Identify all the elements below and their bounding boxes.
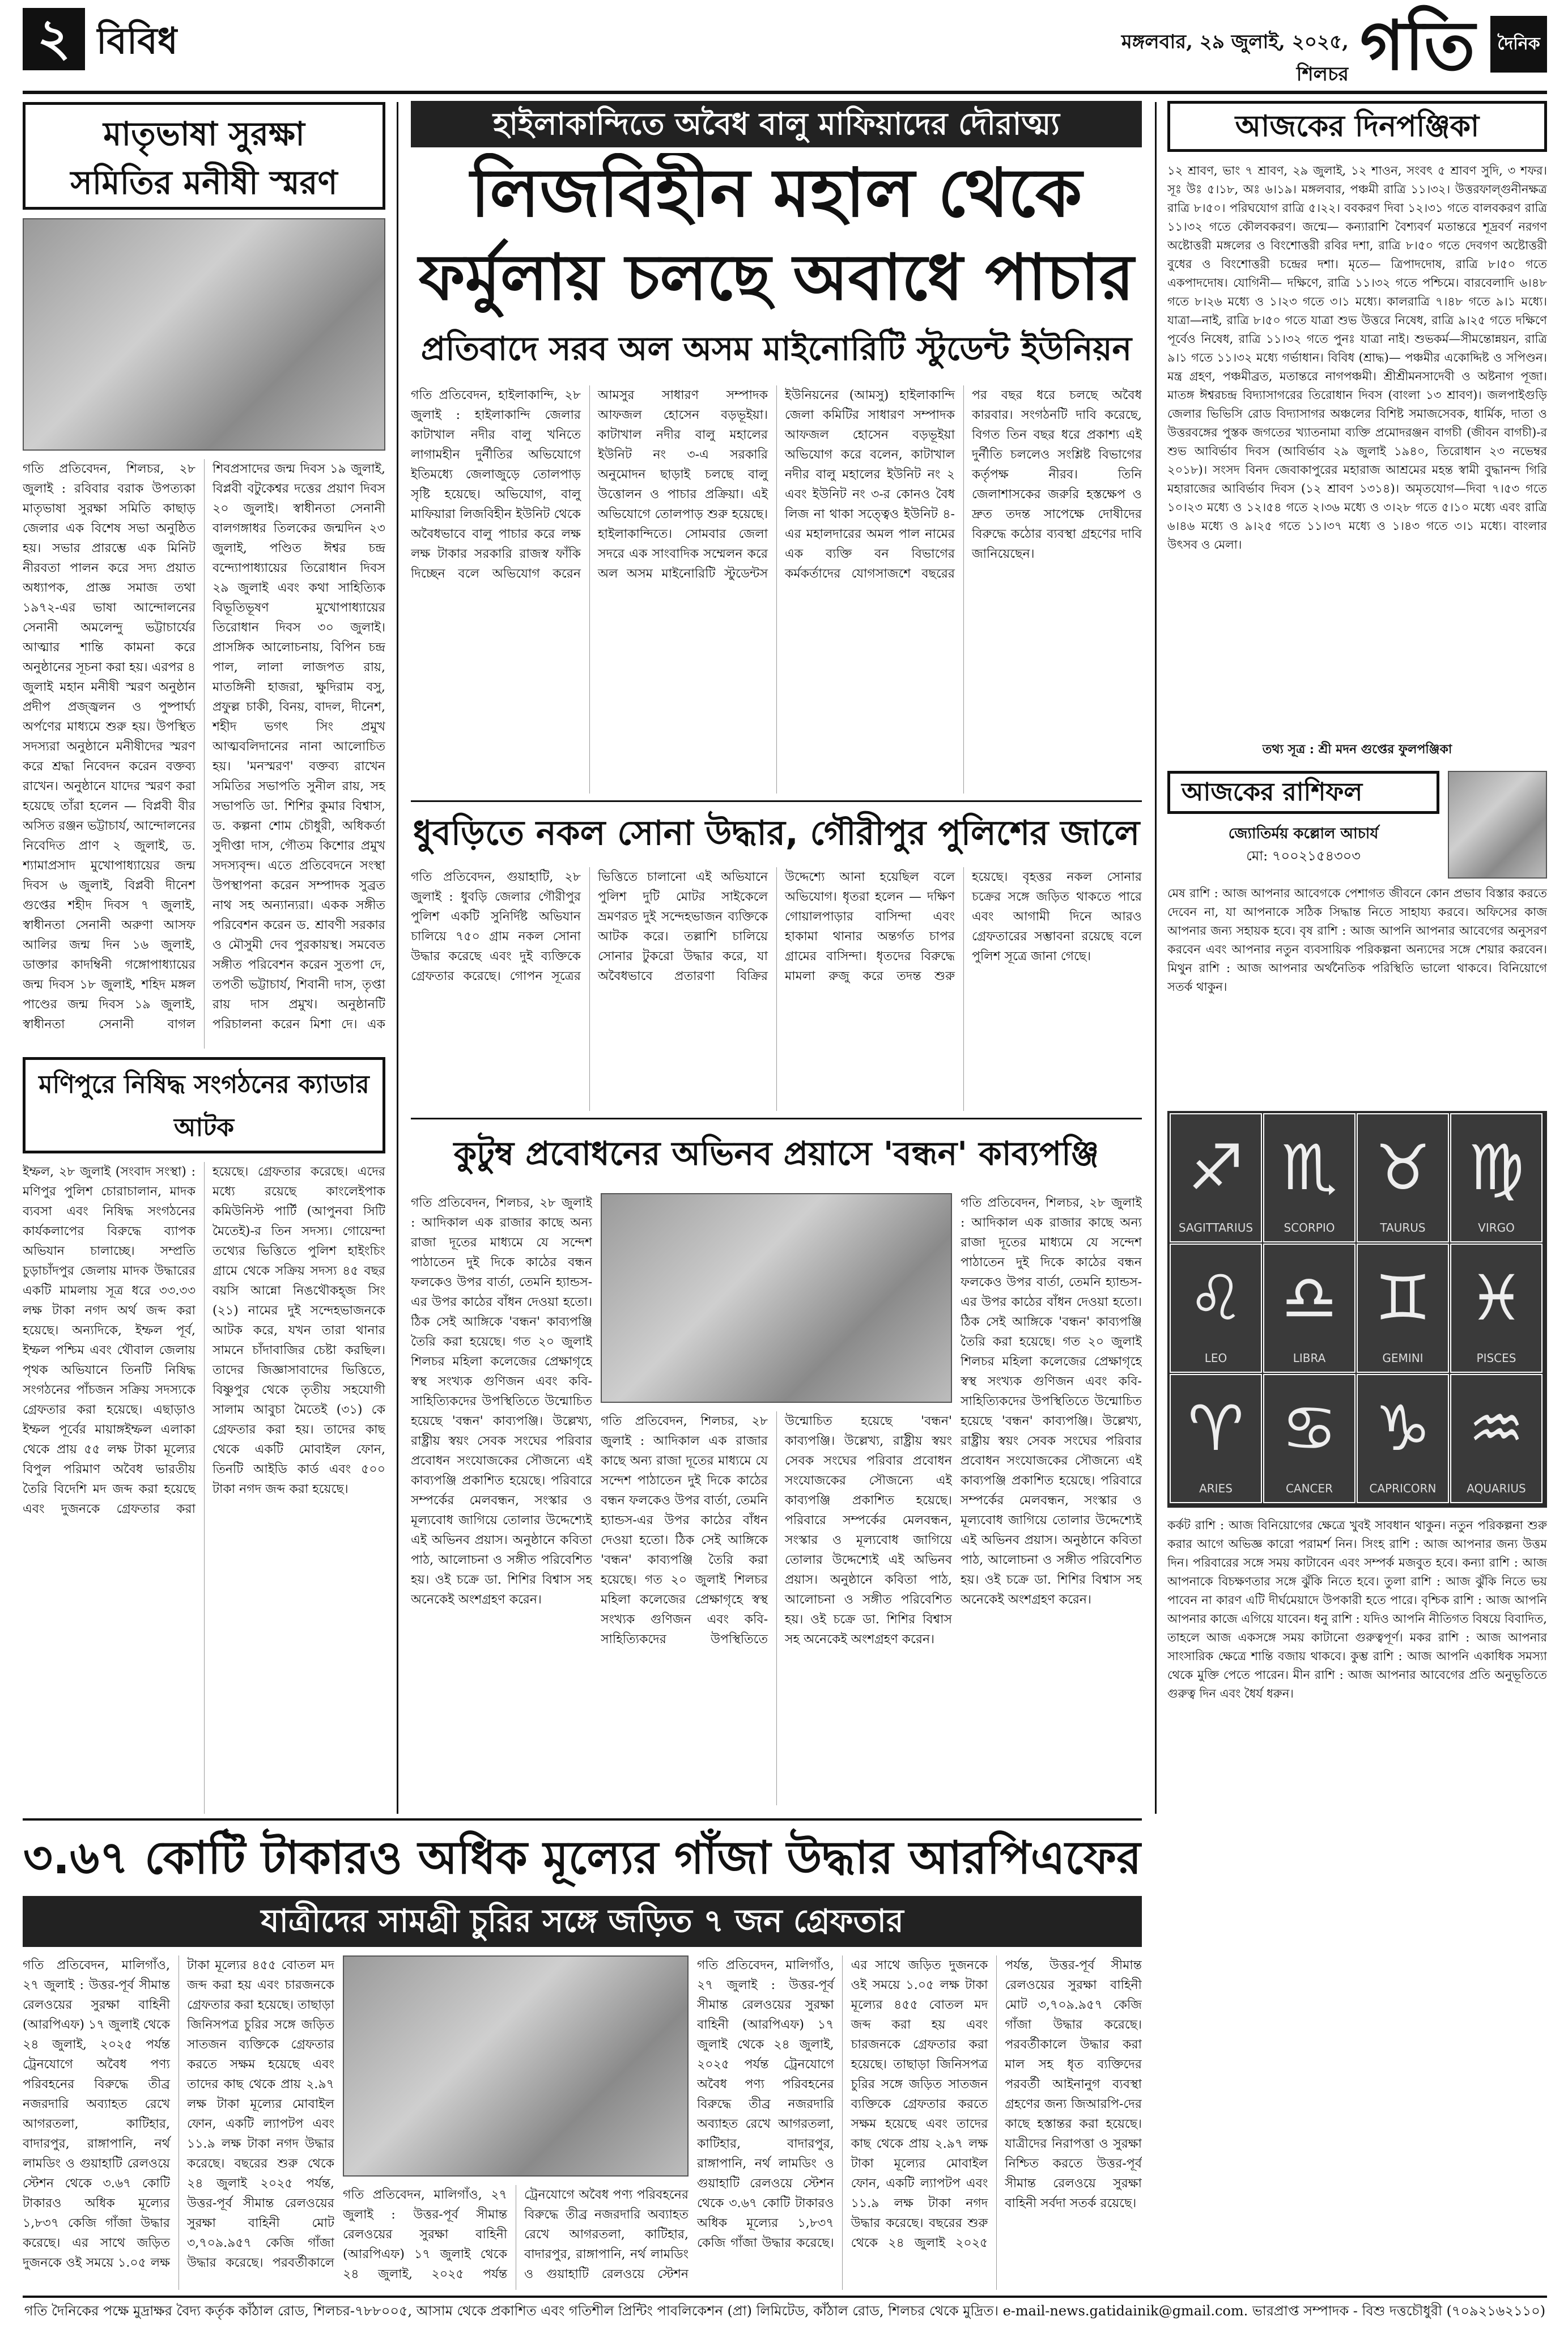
center-story2-body: গতি প্রতিবেদন, গুয়াহাটি, ২৮ জুলাই : ধুবড়ি জেলার গৌরীপুর পুলিশ একটি সুনির্দিষ্ট অভিযান চালিয়ে ৭৫০ গ্রাম নকল সোনা উদ্ধার করেছে এবং দুই ব্যক্তিকে গ্রেফতার করেছে। গোপন সূত্রের ভিত্তিতে চালানো এই অভিযানে পুলিশ দুটি মোটর সাইকেলে ভ্রমণরত দুই সন্দেহভাজন ব্যক্তিকে আটক করে। তল্লাশি চালিয়ে সোনার টুকরো উদ্ধার করে, যা অবৈধভাবে প্রতারণা বিক্রির উদ্দেশ্যে আনা হয়েছিল বলে অভিযোগ। ধৃতরা হলেন — দক্ষিণ গোয়ালপাড়ার বাসিন্দা এবং হাকামা থানার অন্তর্গত চাপর গ্রামের বাসিন্দা। ধৃতদের বিরুদ্ধে মামলা রুজু করে তদন্ত শুরু হয়েছে। বৃহত্তর নকল সোনার চক্রের সঙ্গে জড়িত থাকতে পারে এবং আগামী দিনে আরও গ্রেফতারের সম্ভাবনা রয়েছে বলে পুলিশ সূত্রে জানা গেছে। [411, 870, 1142, 983]
zodiac-name: LEO [1204, 1351, 1227, 1365]
center-story3-body-left: গতি প্রতিবেদন, শিলচর, ২৮ জুলাই : আদিকাল এক রাজার কাছে অন্য রাজা দূতের মাধ্যমে যে সন্দেশ পাঠাতেন দুই দিকে কাঠের বন্ধন ফলকেও উপর বার্তা, তেমনি হ্যান্ডস-এর উপর কাঠের বাঁধন দেওয়া হতো। ঠিক সেই আঙ্গিকে 'বন্ধন' কাব্যপঞ্জি তৈরি করা হয়েছে। গত ২০ জুলাই শিলচর মহিলা কলেজের প্রেক্ষাগৃহে স্বস্থ সংখ্যক গুণিজন এবং কবি-সাহিত্যিকদের উপস্থিতিতে উন্মোচিত হয়েছে 'বন্ধন' কাব্যপঞ্জি। উল্লেখ্য, রাষ্ট্রীয় স্বয়ং সেবক সংঘের পরিবার প্রবোধন সংযোজকের সৌজন্যে এই কাব্যপঞ্জি প্রকাশিত হয়েছে। পরিবারে সম্পর্কের মেলবন্ধন, সংস্কার ও মূল্যবোধ জাগিয়ে তোলার উদ্দেশ্যেই এই অভিনব প্রয়াস। অনুষ্ঠানে কবিতা পাঠ, আলোচনা ও সঙ্গীত পরিবেশিত হয়। ওই চক্রে ডা. শিশির বিশ্বাস সহ অনেকেই অংশগ্রহণ করেন। [411, 1196, 592, 1607]
zodiac-symbol-icon: ♎ [1281, 1262, 1337, 1334]
zodiac-name: TAURUS [1380, 1221, 1426, 1235]
zodiac-name: LIBRA [1293, 1351, 1326, 1365]
zodiac-name: VIRGO [1478, 1221, 1515, 1235]
zodiac-symbol-icon: ♑ [1375, 1392, 1431, 1465]
zodiac-taurus [1357, 1113, 1449, 1242]
zodiac-name: PISCES [1476, 1351, 1516, 1365]
center-story1-headline-line1: লিজবিহীন মহাল থেকে [470, 154, 1082, 232]
left-story1-photo [23, 218, 385, 451]
column-separator-left [397, 102, 398, 1814]
center-story4-body-left: গতি প্রতিবেদন, মালিগাঁও, ২৭ জুলাই : উত্তর-পূর্ব সীমান্ত রেলওয়ের সুরক্ষা বাহিনী (আরপিএফ) ১৭ জুলাই থেকে ২৪ জুলাই, ২০২৫ পর্যন্ত ট্রেনযোগে অবৈধ পণ্য পরিবহনের বিরুদ্ধে তীব্র নজরদারি অব্যাহত রেখে আগরতলা, কাটিহার, বাদারপুর, রাঙ্গাপানি, নর্থ লামডিং ও গুয়াহাটি রেলওয়ে স্টেশন থেকে ৩.৬৭ কোটি টাকারও অধিক মূল্যের ১,৮৩৭ কেজি গাঁজা উদ্ধার করেছে। এর সাথে জড়িত দুজনকে ওই সময়ে ১.০৫ লক্ষ টাকা মূল্যের ৪৫৫ বোতল মদ জব্দ করা হয় এবং চারজনকে গ্রেফতার করা হয়েছে। তাছাড়া জিনিসপত্র চুরির সঙ্গে জড়িত সাতজন ব্যক্তিকে গ্রেফতার করতে সক্ষম হয়েছে এবং তাদের কাছ থেকে প্রায় ২.৯৭ লক্ষ টাকা মূল্যের মোবাইল ফোন, একটি ল্যাপটপ এবং ১১.৯ লক্ষ টাকা নগদ উদ্ধার করেছে। বছরের শুরু থেকে ২৪ জুলাই ২০২৫ পর্যন্ত, উত্তর-পূর্ব সীমান্ত রেলওয়ের সুরক্ষা বাহিনী মোট ৩,৭০৯.৯৫৭ কেজি গাঁজা উদ্ধার করেছে। পরবর্তীকালে [23, 1958, 334, 2270]
footer-imprint: গতি দৈনিকের পক্ষে মুদ্রাক্ষর বৈদ্য কর্তৃক কাঁঠাল রোড, শিলচর-৭৮৮০০৫, আসাম থেকে প্রকাশিত এবং গতিশীল প্রিন্টিং পাবলিকেশন (প্রা) লিমিটেড, কাঁঠাল রোড, শিলচর থেকে মুদ্রিত। e-mail-news.gatidainik@gmail.com. ভারপ্রাপ্ত সম্পাদক - বিশু দত্তচৌধুরী (৭০৯২১৬২১১০) [23, 2296, 1547, 2324]
zodiac-symbol-icon: ♉ [1375, 1131, 1431, 1204]
zodiac-scorpio [1263, 1113, 1355, 1242]
astrologer-photo [1448, 771, 1547, 879]
rashifal-title: আজকের রাশিফল [1167, 771, 1439, 814]
zodiac-symbol-icon: ♏ [1281, 1131, 1337, 1204]
rashifal-body-top: মেষ রাশি : আজ আপনার আবেগকে পেশাগত জীবনে কোন প্রভাব বিস্তার করতে দেবেন না, যা আপনাকে সঠিক সিদ্ধান্ত নিতে সাহায্য করবে। অফিসের কাজ আপনার জন্য সহায়ক হবে। বৃষ রাশি : আজ আপনি আপনার আবেগের অনুসরণ করবেন এবং আপনার নতুন ব্যবসায়িক পরিকল্পনা অন্যদের সঙ্গে শেয়ার করবেন। মিথুন রাশি : আজ আপনার অর্থনৈতিক পরিস্থিতি ভালো থাকবে। বিনিয়োগে সতর্ক থাকুন। [1167, 886, 1547, 994]
zodiac-name: AQUARIUS [1467, 1482, 1526, 1495]
zodiac-symbol-icon: ♌ [1188, 1262, 1244, 1334]
center-story3-body-right: গতি প্রতিবেদন, শিলচর, ২৮ জুলাই : আদিকাল এক রাজার কাছে অন্য রাজা দূতের মাধ্যমে যে সন্দেশ পাঠাতেন দুই দিকে কাঠের বন্ধন ফলকেও উপর বার্তা, তেমনি হ্যান্ডস-এর উপর কাঠের বাঁধন দেওয়া হতো। ঠিক সেই আঙ্গিকে 'বন্ধন' কাব্যপঞ্জি তৈরি করা হয়েছে। গত ২০ জুলাই শিলচর মহিলা কলেজের প্রেক্ষাগৃহে স্বস্থ সংখ্যক গুণিজন এবং কবি-সাহিত্যিকদের উপস্থিতিতে উন্মোচিত হয়েছে 'বন্ধন' কাব্যপঞ্জি। উল্লেখ্য, রাষ্ট্রীয় স্বয়ং সেবক সংঘের পরিবার প্রবোধন সংযোজকের সৌজন্যে এই কাব্যপঞ্জি প্রকাশিত হয়েছে। পরিবারে সম্পর্কের মেলবন্ধন, সংস্কার ও মূল্যবোধ জাগিয়ে তোলার উদ্দেশ্যেই এই অভিনব প্রয়াস। অনুষ্ঠানে কবিতা পাঠ, আলোচনা ও সঙ্গীত পরিবেশিত হয়। ওই চক্রে ডা. শিশির বিশ্বাস সহ অনেকেই অংশগ্রহণ করেন। [961, 1196, 1142, 1607]
center-story4-photo [343, 1955, 689, 2177]
center-story1-kicker: হাইলাকান্দিতে অবৈধ বালু মাফিয়াদের দৌরাত্ম্য [411, 101, 1142, 147]
page-number: ২ [23, 8, 85, 70]
zodiac-symbol-icon: ♒ [1468, 1392, 1524, 1465]
center-story1-subhead: প্রতিবাদে সরব অল অসম মাইনোরিটি স্টুডেন্ট ইউনিয়ন [420, 329, 1132, 368]
rashifal-body-bottom: কর্কট রাশি : আজ বিনিয়োগের ক্ষেত্রে খুবই সাবধান থাকুন। নতুন পরিকল্পনা শুরু করার আগে অভিজ্ঞ কারো পরামর্শ নিন। সিংহ রাশি : আজ আপনার জন্য উত্তম দিন। পরিবারের সঙ্গে সময় কাটাবেন এবং সম্পর্ক মজবুত হবে। কন্যা রাশি : আজ আপনাকে বিচক্ষণতার সঙ্গে ঝুঁকি নিতে হবে। তুলা রাশি : আজ ঝুঁকি নিতে ভয় পাবেন না কারণ এটি দীর্ঘমেয়াদে উপকারী হতে পারে। বৃশ্চিক রাশি : আজ আপনি আপনার কাজে এগিয়ে যাবেন। ধনু রাশি : যদিও আপনি নীতিগত বিষয়ে বিবাদিত, তাহলে আজ একসঙ্গে সময় কাটানো গুরুত্বপূর্ণ। মকর রাশি : আজ আপনার সাংসারিক ক্ষেত্রে শান্তি বজায় থাকবে। কুম্ভ রাশি : আজ আপনি একাধিক সমস্যা থেকে মুক্তি পেতে পারেন। মীন রাশি : আজ আপনার আবেগের প্রতি অনুভূতিতে গুরুত্ব দিন এবং ধৈর্য ধরুন। [1167, 1518, 1547, 1700]
zodiac-gemini [1357, 1244, 1449, 1373]
masthead-logo [1360, 3, 1547, 88]
center-story3-photo [601, 1193, 952, 1403]
section-title: বিবিধ [96, 20, 178, 62]
zodiac-aries [1170, 1374, 1262, 1503]
zodiac-virgo [1450, 1113, 1542, 1242]
zodiac-name: SCORPIO [1284, 1221, 1335, 1235]
center-rule-2 [411, 1118, 1142, 1119]
zodiac-symbol-icon: ♍ [1468, 1131, 1524, 1204]
zodiac-capricorn [1357, 1374, 1449, 1503]
zodiac-symbol-icon: ♋ [1281, 1392, 1337, 1465]
left-story1-headline: মাতৃভাষা সুরক্ষা সমিতির মনীষী স্মরণ [23, 102, 385, 210]
zodiac-name: SAGITTARIUS [1178, 1221, 1253, 1235]
logo-text: গতি [1360, 6, 1476, 86]
left-story2-body: ইম্ফল, ২৮ জুলাই (সংবাদ সংস্থা) : মণিপুর পুলিশ চোরাচালান, মাদক ব্যবসা এবং নিষিদ্ধ সংগঠনের কার্যকলাপের বিরুদ্ধে ব্যাপক অভিযান চালাচ্ছে। সম্প্রতি চুড়াচাঁদপুর জেলায় মাদক উদ্ধারের একটি মামলায় সূত্র ধরে ৩৩.৩৩ লক্ষ টাকা নগদ অর্থ জব্দ করা হয়েছে। অন্যদিকে, ইম্ফল পূর্ব, ইম্ফল পশ্চিম এবং থৌবাল জেলায় পৃথক অভিযানে তিনটি নিষিদ্ধ সংগঠনের পাঁচজন সক্রিয় সদস্যকে গ্রেফতার করা হয়েছে। এছাড়াও ইম্ফল পূর্বের মায়াঙ্গইম্ফল এলাকা থেকে প্রায় ৫৫ লক্ষ টাকা মূল্যের বিপুল পরিমাণ অবৈধ ভারতীয় তৈরি বিদেশি মদ জব্দ করা হয়েছে এবং দুজনকে গ্রেফতার করা হয়েছে। গ্রেফতার করেছে। এদের মধ্যে রয়েছে কাংলেইপাক কমিউনিস্ট পার্টি (আপুনবা সিটি মৈতেই)-র তিন সদস্য। গোয়েন্দা তথ্যের ভিত্তিতে পুলিশ হাইংচিং গ্রামে থেকে সক্রিয় সদস্য ৪৫ বছর বয়সি আন্নো নিঙথৌকহ্জ সিং (২১) নামের দুই সন্দেহভাজনকে আটক করে, যখন তারা থানার সামনে চাঁদাবাজির চেষ্টা করছিল। তাদের জিজ্ঞাসাবাদের ভিত্তিতে, বিষ্ণুপুর থেকে তৃতীয় সহযোগী সালাম আবুচা মৈতেই (৩১) কে গ্রেফতার করা হয়। তাদের কাছ থেকে একটি মোবাইল ফোন, তিনটি আইডি কার্ড এবং ৫০০ টাকা নগদ জব্দ করা হয়েছে। [23, 1165, 385, 1516]
zodiac-cancer [1263, 1374, 1355, 1503]
panchang-body: ১২ শ্রাবণ, ভাং ৭ শ্রাবণ, ২৯ জুলাই, ১২ শাওন, সংবৎ ৫ শ্রাবণ সুদি, ৩ শফর। সূঃ উঃ ৫।১৮, অঃ ৬।১৯। মঙ্গলবার, পঞ্চমী রাত্রি ১১।৩২। উত্তরফাল্গুনীনক্ষত্র রাত্রি ৮।৫০। পরিঘযোগ রাত্রি ৫।২২। ববকরণ দিবা ১২।৩১ গতে বালবকরণ রাত্রি ১১।৩২ গতে কৌলবকরণ। জন্মে— কন্যারাশি বৈশ্যবর্ণ মতান্তরে শূদ্রবর্ণ নরগণ অষ্টোত্তরী মঙ্গলের ও বিংশোত্তরী রবির দশা, রাত্রি ৮।৫০ গতে দেবগণ অষ্টোত্তরী বুধের ও বিংশোত্তরী চন্দ্রের দশা। মৃতে— ত্রিপাদদোষ, রাত্রি ৮।৫০ গতে একপাদদোষ। যোগিনী— দক্ষিণে, রাত্রি ১১।৩২ গতে পশ্চিমে। বারবেলাদি ৬।৪৮ গতে ৮।২৬ মধ্যে ও ১।২৩ গতে ৩।১ মধ্যে। কালরাত্রি ৭।৪৮ গতে ৯।১ মধ্যে। যাত্রা—নাই, রাত্রি ৮।৫০ গতে যাত্রা শুভ উত্তরে নিষেধ, রাত্রি ৯।২৫ গতে দক্ষিণে পূর্বেও নিষেধ, রাত্রি ১১।৩২ গতে পুনঃ যাত্রা নাই। শুভকর্ম—সীমন্তোন্নয়ন, রাত্রি ৯।১ গতে ১১।৩২ মধ্যে গর্ভাধান। বিবিধ (শ্রাদ্ধ)— পঞ্চমীর একোদ্দিষ্ট ও সপিণ্ডন। মন্ত্র গ্রহণ, পঞ্চমীব্রত, মতান্তরে নাগপঞ্চমী। শ্রীশ্রীমনসাদেবী ও অষ্টনাগ পূজা। মাতঙ্গ ঈশ্বরচন্দ্র বিদ্যাসাগরের তিরোধান দিবস (বাংলা ১৩ শ্রাবণ)। জলপাইগুড়ি জেলার ভিভিসি রোড বিদ্যাসাগর অঞ্চলের বিশিষ্ট সমাজসেবক, ধার্মিক, দাতা ও উত্তরবঙ্গের পুস্তক জগতের খ্যাতনামা ব্যক্তি প্রমোদরঞ্জন বাগচী (জীবন বাগচী)-র শুভ আবির্ভাব দিবস (আবির্ভাব ২৯ জুলাই ১৯৪০, তিরোধান ২৩ নভেম্বর ২০১৮)। সংসদ বিনদ জেবাকাপুরের মহারাজ আশ্রমের মহন্ত স্বামী বুদ্ধানন্দ গিরি মহারাজের আবির্ভাব দিবস (১২ শ্রাবণ ১৩১৪)। অমৃতযোগ—দিবা ৭।৫৩ গতে ১০।২৩ মধ্যে ও ১২।৫৪ গতে ২।৩৬ মধ্যে ও ৩।২৮ গতে ৫।১০ মধ্যে এবং রাত্রি ৬।৪৬ মধ্যে ও ৯।২৫ গতে ১১।৩৭ মধ্যে ও ১।৪৩ গতে ৩।১ মধ্যে। বাংলার উৎসব ও মেলা। [1167, 164, 1547, 552]
left-story1-body: গতি প্রতিবেদন, শিলচর, ২৮ জুলাই : রবিবার বরাক উপত্যকা মাতৃভাষা সুরক্ষা সমিতি কাছাড় জেলার এক বিশেষ সভা অনুষ্ঠিত হয়। সভার প্রারম্ভে এক মিনিট নীরবতা পালন করে সদ্য প্রয়াত অধ্যাপক, প্রাজ্ঞ সমাজ তথা ১৯৭২-এর ভাষা আন্দোলনের সেনানী অমলেন্দু ভট্টাচার্যের আত্মার শান্তি কামনা করে অনুষ্ঠানের সূচনা করা হয়। এরপর ৪ জুলাই মহান মনীষী স্মরণ অনুষ্ঠান প্রদীপ প্রজ্জ্বলন ও পুষ্পার্ঘ্য অর্পণের মাধ্যমে শুরু হয়। উপস্থিত সদস্যরা অনুষ্ঠানে মনীষীদের স্মরণ করে শ্রদ্ধা নিবেদন করেন বক্তব্য রাখেন। অনুষ্ঠানে যাদের স্মরণ করা হয়েছে তাঁরা হলেন — বিপ্লবী বীর অসিত রঞ্জন ভট্টাচার্য, আন্দোলনের নিবেদিত প্রাণ ২ জুলাই, ড. শ্যামাপ্রসাদ মুখোপাধ্যায়ের জন্ম দিবস ৬ জুলাই, বিপ্লবী দীনেশ গুপ্তের শহীদ দিবস ৭ জুলাই, স্বাধীনতা সেনানী অরুণা আসফ আলির জন্ম দিন ১৬ জুলাই, ডাক্তার কাদম্বিনী গঙ্গোপাধ্যায়ের জন্ম দিবস ১৮ জুলাই, শহিদ মঙ্গল পাণ্ডের জন্ম দিবস ১৯ জুলাই, স্বাধীনতা সেনানী বাগল শিবপ্রসাদের জন্ম দিবস ১৯ জুলাই, বিপ্লবী বটুকেশ্বর দত্তের প্রয়াণ দিবস ২০ জুলাই। স্বাধীনতা সেনানী বালগঙ্গাধর তিলকের জন্মদিন ২৩ জুলাই, পণ্ডিত ঈশ্বর চন্দ্র বন্দ্যোপাধ্যায়ের তিরোধান দিবস ২৯ জুলাই এবং কথা সাহিত্যিক বিভূতিভূষণ মুখোপাধ্যায়ের তিরোধান দিবস ৩০ জুলাই। প্রাসঙ্গিক আলোচনায়, বিপিন চন্দ্র পাল, লালা লাজপত রায়, মাতঙ্গিনী হাজরা, ক্ষুদিরাম বসু, প্রফুল্ল চাকী, বিনয়, বাদল, দীনেশ, শহীদ ভগৎ সিং প্রমুখ আত্মবলিদানের নানা আলোচিত হয়। 'মনস্মরণ' বক্তব্য রাখেন সমিতির সভাপতি সুনীল রায়, সহ সভাপতি ডা. শিশির কুমার বিশ্বাস, ড. কল্পনা শোম চৌধুরী, অধিকর্তা সুদীপ্তা দাস, গৌতম কিশোর প্রমুখ সদস্যবৃন্দ। এতে প্রতিবেদনে সংস্থা উপস্থাপনা করেন সম্পাদক সুব্রত নাথ সহ অন্যান্যরা। একক সঙ্গীত পরিবেশন করেন ড. শ্রাবণী সরকার ও মৌসুমী দেব পুরকায়স্থ। সমবেত সঙ্গীত পরিবেশন করেন সুতপা দে, তপতী ভট্টাচার্য, শিবানী দাস, তৃপ্তা রায় দাস প্রমুখ। অনুষ্ঠানটি পরিচালনা করেন মিশা দে। এক [23, 462, 385, 1032]
zodiac-aquarius [1450, 1374, 1542, 1503]
panchang-title: আজকের দিনপঞ্জিকা [1167, 101, 1547, 152]
center-story4-body-right: গতি প্রতিবেদন, মালিগাঁও, ২৭ জুলাই : উত্তর-পূর্ব সীমান্ত রেলওয়ের সুরক্ষা বাহিনী (আরপিএফ) ১৭ জুলাই থেকে ২৪ জুলাই, ২০২৫ পর্যন্ত ট্রেনযোগে অবৈধ পণ্য পরিবহনের বিরুদ্ধে তীব্র নজরদারি অব্যাহত রেখে আগরতলা, কাটিহার, বাদারপুর, রাঙ্গাপানি, নর্থ লামডিং ও গুয়াহাটি রেলওয়ে স্টেশন থেকে ৩.৬৭ কোটি টাকারও অধিক মূল্যের ১,৮৩৭ কেজি গাঁজা উদ্ধার করেছে। এর সাথে জড়িত দুজনকে ওই সময়ে ১.০৫ লক্ষ টাকা মূল্যের ৪৫৫ বোতল মদ জব্দ করা হয় এবং চারজনকে গ্রেফতার করা হয়েছে। তাছাড়া জিনিসপত্র চুরির সঙ্গে জড়িত সাতজন ব্যক্তিকে গ্রেফতার করতে সক্ষম হয়েছে এবং তাদের কাছ থেকে প্রায় ২.৯৭ লক্ষ টাকা মূল্যের মোবাইল ফোন, একটি ল্যাপটপ এবং ১১.৯ লক্ষ টাকা নগদ উদ্ধার করেছে। বছরের শুরু থেকে ২৪ জুলাই ২০২৫ পর্যন্ত, উত্তর-পূর্ব সীমান্ত রেলওয়ের সুরক্ষা বাহিনী মোট ৩,৭০৯.৯৫৭ কেজি গাঁজা উদ্ধার করেছে। পরবর্তীকালে উদ্ধার করা মাল সহ ধৃত ব্যক্তিদের পরবর্তী আইনানুগ ব্যবস্থা গ্রহণের জন্য জিআরপি-দের কাছে হস্তান্তর করা হয়েছে। যাত্রীদের নিরাপত্তা ও সুরক্ষা নিশ্চিত করতে উত্তর-পূর্ব সীমান্ত রেলওয়ে সুরক্ষা বাহিনী সর্বদা সতর্ক রয়েছে। [697, 1958, 1142, 2250]
left-story2-headline: মণিপুরে নিষিদ্ধ সংগঠনের ক্যাডার আটক [23, 1057, 385, 1153]
zodiac-symbol-icon: ♊ [1375, 1262, 1431, 1334]
zodiac-name: CANCER [1285, 1482, 1333, 1495]
zodiac-grid [1167, 1111, 1547, 1508]
zodiac-sagittarius [1170, 1113, 1262, 1242]
astrologer-phone: মো: ৭০০২১৫৪৩০৩ [1246, 848, 1361, 864]
center-story4-body-under-photo: গতি প্রতিবেদন, মালিগাঁও, ২৭ জুলাই : উত্তর-পূর্ব সীমান্ত রেলওয়ের সুরক্ষা বাহিনী (আরপিএফ) ১৭ জুলাই থেকে ২৪ জুলাই, ২০২৫ পর্যন্ত ট্রেনযোগে অবৈধ পণ্য পরিবহনের বিরুদ্ধে তীব্র নজরদারি অব্যাহত রেখে আগরতলা, কাটিহার, বাদারপুর, রাঙ্গাপানি, নর্থ লামডিং ও গুয়াহাটি রেলওয়ে স্টেশন [343, 2188, 689, 2281]
astrologer-name: জ্যোতির্ময় কল্লোল আচার্য [1228, 825, 1379, 842]
header-rule [23, 91, 1547, 94]
date-line: মঙ্গলবার, ২৯ জুলাই, ২০২৫, শিলচর [1121, 31, 1349, 86]
center-story1-body: গতি প্রতিবেদন, হাইলাকান্দি, ২৮ জুলাই : হাইলাকান্দি জেলার কাটাখাল নদীর বালু খনিতে লাগামহীন দুর্নীতির অভিযোগে ইতিমধ্যে জেলাজুড়ে তোলপাড় সৃষ্টি হয়েছে। অভিযোগ, বালু মাফিয়ারা লিজবিহীন ইউনিট থেকে অবৈধভাবে বালু পাচার করে লক্ষ লক্ষ টাকার সরকারি রাজস্ব ফাঁকি দিচ্ছেন বলে অভিযোগ করেন আমসুর সাধারণ সম্পাদক আফজল হোসেন বড়ভূইয়া। কাটাখাল নদীর বালু মহালের ইউনিট নং ৩-এ সরকারি অনুমোদন ছাড়াই চলছে বালু উত্তোলন ও পাচার প্রক্রিয়া। এই অভিযোগে তোলপাড় শুরু হয়েছে। হাইলাকান্দিতে। সোমবার জেলা সদরে এক সাংবাদিক সম্মেলন করে অল অসম মাইনোরিটি স্টুডেন্টস ইউনিয়নের (আমসু) হাইলাকান্দি জেলা কমিটির সাধারণ সম্পাদক আফজল হোসেন বড়ভূইয়া অভিযোগ করে বলেন, কাটাখাল নদীর বালু মহালের ইউনিট নং ২ এবং ইউনিট নং ৩-র কোনও বৈধ লিজ না থাকা সত্ত্বেও ইউনিট ৪-এর মহালদারের অমল পাল নামের এক ব্যক্তি বন বিভাগের কর্মকর্তাদের যোগসাজশে বছরের পর বছর ধরে চলছে অবৈধ কারবার। সংগঠনটি দাবি করেছে, বিগত তিন বছর ধরে প্রকাশ্য এই দুর্নীতি চললেও সংশ্লিষ্ট বিভাগের কর্তৃপক্ষ নীরব। তিনি জেলাশাসকের জরুরি হস্তক্ষেপ ও দ্রুত তদন্ত সাপেক্ষে দোষীদের বিরুদ্ধে কঠোর ব্যবস্থা গ্রহণের দাবি জানিয়েছেন। [411, 388, 1142, 581]
center-story3-headline: কুটুম্ব প্রবোধনের অভিনব প্রয়াসে 'বন্ধন' কাব্যপঞ্জি [453, 1134, 1099, 1173]
zodiac-symbol-icon: ♐ [1188, 1131, 1244, 1204]
zodiac-libra [1263, 1244, 1355, 1373]
zodiac-name: GEMINI [1382, 1351, 1423, 1365]
column-separator-right [1155, 102, 1157, 1814]
center-story2-headline: ধুবড়িতে নকল সোনা উদ্ধার, গৌরীপুর পুলিশের জালে [413, 813, 1140, 853]
logo-box: দৈনিক [1490, 16, 1547, 73]
center-rule-1 [411, 800, 1142, 802]
zodiac-symbol-icon: ♈ [1188, 1392, 1244, 1465]
zodiac-symbol-icon: ♓ [1468, 1262, 1524, 1334]
bottom-rule [23, 1818, 1142, 1821]
center-story4-subhead: যাত্রীদের সামগ্রী চুরির সঙ্গে জড়িত ৭ জন গ্রেফতার [23, 1896, 1142, 1947]
zodiac-name: CAPRICORN [1369, 1482, 1437, 1495]
zodiac-name: ARIES [1199, 1482, 1233, 1495]
zodiac-pisces [1450, 1244, 1542, 1373]
center-story3-body-center: গতি প্রতিবেদন, শিলচর, ২৮ জুলাই : আদিকাল এক রাজার কাছে অন্য রাজা দূতের মাধ্যমে যে সন্দেশ পাঠাতেন দুই দিকে কাঠের বন্ধন ফলকেও উপর বার্তা, তেমনি হ্যান্ডস-এর উপর কাঠের বাঁধন দেওয়া হতো। ঠিক সেই আঙ্গিকে 'বন্ধন' কাব্যপঞ্জি তৈরি করা হয়েছে। গত ২০ জুলাই শিলচর মহিলা কলেজের প্রেক্ষাগৃহে স্বস্থ সংখ্যক গুণিজন এবং কবি-সাহিত্যিকদের উপস্থিতিতে উন্মোচিত হয়েছে 'বন্ধন' কাব্যপঞ্জি। উল্লেখ্য, রাষ্ট্রীয় স্বয়ং সেবক সংঘের পরিবার প্রবোধন সংযোজকের সৌজন্যে এই কাব্যপঞ্জি প্রকাশিত হয়েছে। পরিবারে সম্পর্কের মেলবন্ধন, সংস্কার ও মূল্যবোধ জাগিয়ে তোলার উদ্দেশ্যেই এই অভিনব প্রয়াস। অনুষ্ঠানে কবিতা পাঠ, আলোচনা ও সঙ্গীত পরিবেশিত হয়। ওই চক্রে ডা. শিশির বিশ্বাস সহ অনেকেই অংশগ্রহণ করেন। [601, 1414, 952, 1647]
zodiac-leo [1170, 1244, 1262, 1373]
center-story1-headline-line2: ফর্মুলায় চলছে অবাধে পাচার [418, 241, 1134, 315]
panchang-source: তথ্য সূত্র : শ্রী মদন গুপ্তের ফুলপঞ্জিকা [1262, 742, 1452, 757]
center-story4-headline: ৩.৬৭ কোটি টাকারও অধিক মূল্যের গাঁজা উদ্ধার আরপিএফের [23, 1831, 1142, 1884]
